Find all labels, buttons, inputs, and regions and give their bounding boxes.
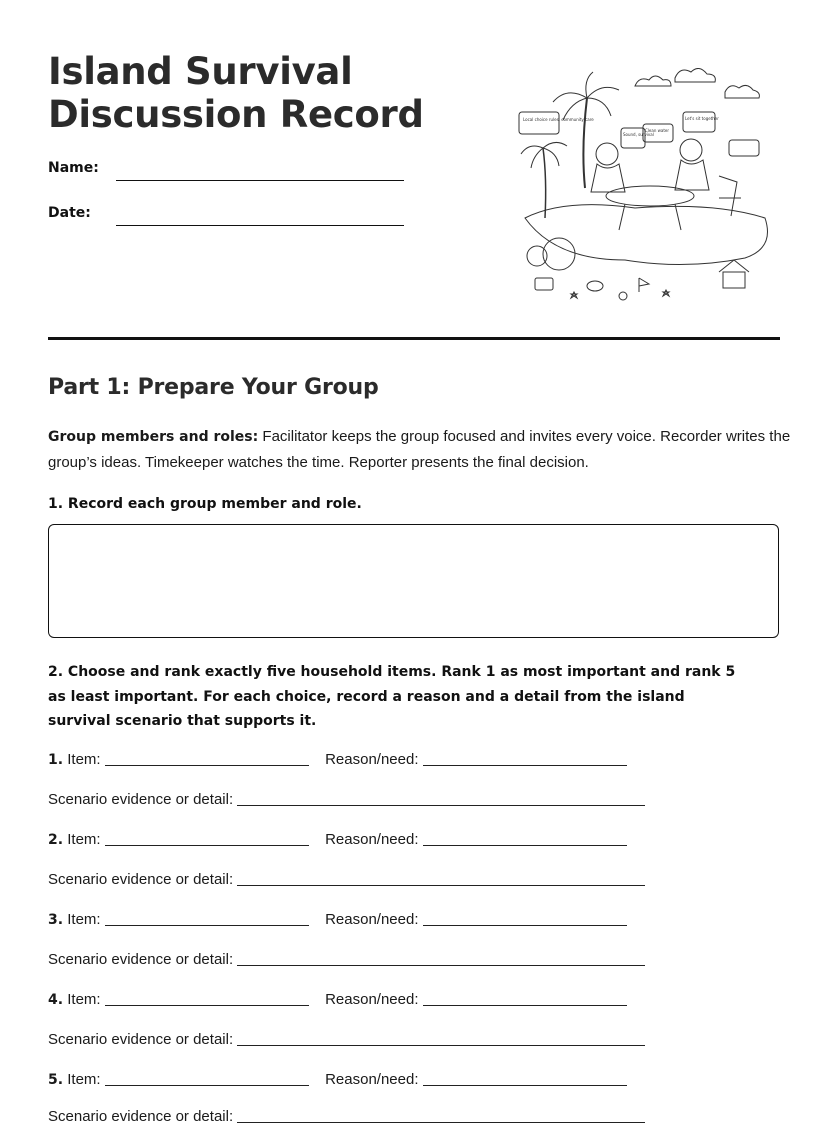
evidence-row-4 (48, 1031, 645, 1048)
rank-number-2: 2. (48, 832, 64, 848)
reason-blank-3[interactable] (423, 925, 627, 926)
evidence-row-3 (48, 951, 645, 968)
evidence-label: Scenario evidence or detail: (48, 951, 234, 968)
evidence-row-5 (48, 1108, 645, 1125)
section-divider (48, 337, 780, 340)
evidence-label: Scenario evidence or detail: (48, 1108, 234, 1125)
bubble-text-3: Clean water (645, 128, 670, 133)
reason-blank-2[interactable] (423, 845, 627, 846)
date-label: Date: (48, 205, 91, 221)
item-blank-4[interactable] (105, 1005, 309, 1006)
title-line-2: Discussion Record (48, 93, 424, 136)
rank-row-5 (48, 1071, 627, 1088)
rank-number-3: 3. (48, 912, 64, 928)
evidence-blank-5[interactable] (237, 1122, 645, 1123)
roles-paragraph (48, 424, 793, 475)
roles-text: Facilitator keeps the group focused and invites every voice. Recorder writes the group’s ideas. Timekeeper watches the time. Reporter presents the final decision. (48, 428, 791, 471)
question-1: 1. Record each group member and role. (48, 496, 362, 512)
evidence-label: Scenario evidence or detail: (48, 871, 234, 888)
evidence-row-1 (48, 791, 645, 808)
question-2: 2. Choose and rank exactly five household items. Rank 1 as most important and rank 5 as least important. For each choice, record a reason and a detail from the island survival scenario that supports it. (48, 664, 736, 729)
reason-label: Reason/need: (325, 831, 419, 848)
rank-number-1: 1. (48, 752, 64, 768)
rank-number-4: 4. (48, 992, 64, 1008)
name-label: Name: (48, 160, 99, 176)
part1-heading: Part 1: Prepare Your Group (48, 375, 379, 400)
reason-blank-4[interactable] (423, 1005, 627, 1006)
name-field[interactable] (116, 180, 404, 181)
evidence-row-2 (48, 871, 645, 888)
evidence-label: Scenario evidence or detail: (48, 791, 234, 808)
evidence-blank-3[interactable] (237, 965, 645, 966)
item-label: Item: (67, 831, 101, 848)
rank-row-3 (48, 911, 627, 928)
bubble-text-2: Sound, survival (623, 132, 654, 137)
evidence-blank-4[interactable] (237, 1045, 645, 1046)
island-scene-illustration (515, 68, 777, 304)
reason-label: Reason/need: (325, 751, 419, 768)
item-label: Item: (67, 1071, 101, 1088)
item-blank-5[interactable] (105, 1085, 309, 1086)
rank-row-2 (48, 831, 627, 848)
date-field[interactable] (116, 225, 404, 226)
item-label: Item: (67, 911, 101, 928)
bubble-text-1: Local choice rules, community care (523, 117, 594, 122)
item-blank-1[interactable] (105, 765, 309, 766)
reason-label: Reason/need: (325, 991, 419, 1008)
rank-row-1 (48, 751, 627, 768)
reason-blank-5[interactable] (423, 1085, 627, 1086)
evidence-blank-2[interactable] (237, 885, 645, 886)
page-title (48, 50, 424, 136)
evidence-blank-1[interactable] (237, 805, 645, 806)
rank-row-4 (48, 991, 627, 1008)
roles-label: Group members and roles: (48, 429, 259, 445)
reason-label: Reason/need: (325, 911, 419, 928)
rank-number-5: 5. (48, 1072, 64, 1088)
reason-label: Reason/need: (325, 1071, 419, 1088)
title-line-1: Island Survival (48, 50, 353, 93)
group-members-answer-box[interactable] (48, 524, 779, 638)
item-label: Item: (67, 991, 101, 1008)
item-blank-2[interactable] (105, 845, 309, 846)
evidence-label: Scenario evidence or detail: (48, 1031, 234, 1048)
item-blank-3[interactable] (105, 925, 309, 926)
reason-blank-1[interactable] (423, 765, 627, 766)
bubble-text-4: Let's sit together (685, 116, 719, 121)
item-label: Item: (67, 751, 101, 768)
